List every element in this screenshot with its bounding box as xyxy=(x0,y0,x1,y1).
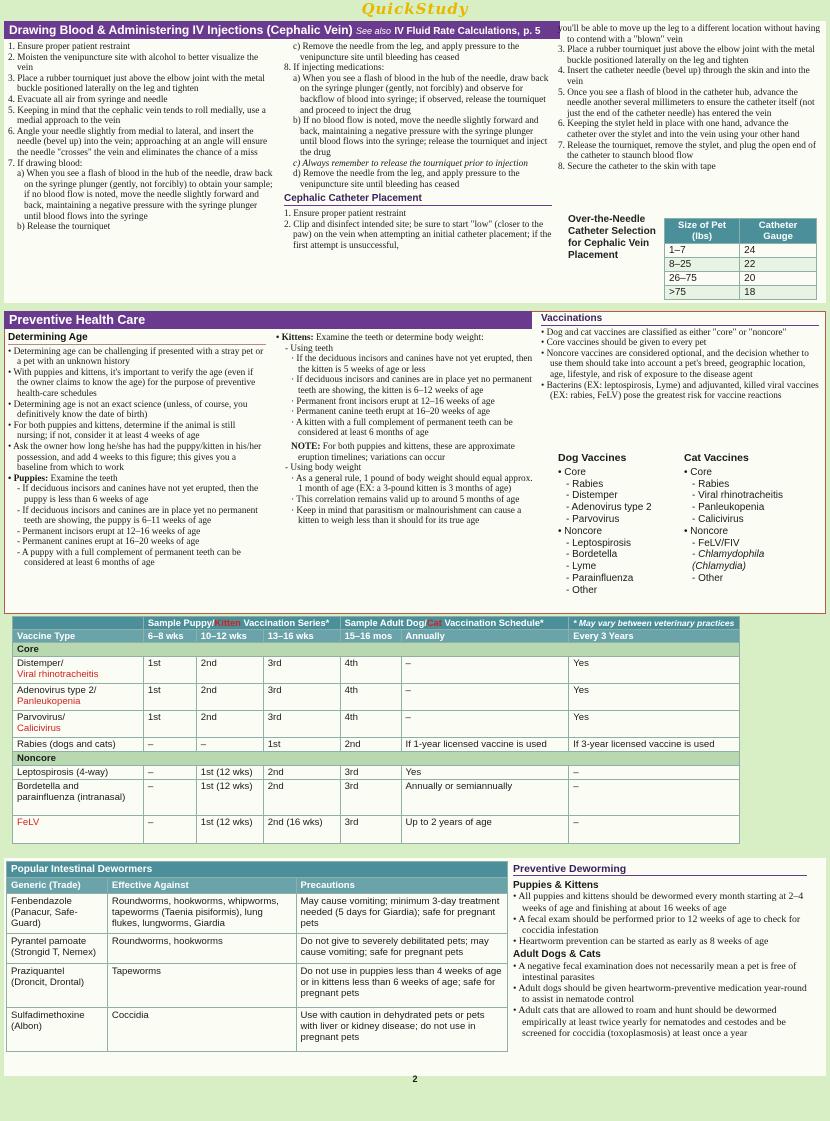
iv-title-text: Drawing Blood & Administering IV Injections (Cephalic Vein) xyxy=(9,23,353,37)
schedule-cell: 3rd xyxy=(340,780,401,816)
iv-column-3 xyxy=(558,24,820,172)
dewormer-effective: Roundworms, hookworms xyxy=(107,934,296,964)
schedule-note: * May vary between veterinary practices xyxy=(569,617,740,630)
gauge-header: Catheter Gauge xyxy=(740,219,817,244)
dewormer-precautions: Use with caution in dehydrated pets or pets with liver or kidney disease; do not use in pregnant pets xyxy=(296,1008,508,1052)
catheter-step: 6. Keeping the stylet held in place with one hand, advance the catheter over the stylet and into the vein using your other hand xyxy=(558,119,800,140)
schedule-cell: 1st xyxy=(143,684,196,711)
schedule-cell: 2nd xyxy=(340,738,401,752)
table-row xyxy=(7,1008,508,1052)
vaccine-item: - Bordetella xyxy=(566,549,618,561)
table-row xyxy=(13,766,740,780)
age-column xyxy=(8,333,266,569)
schedule-cell: 1st (12 wks) xyxy=(196,766,263,780)
vaccine-item: - Calicivirus xyxy=(692,513,744,525)
vacc-item: • Noncore vaccines are considered optional, and the decision whether to use them should take into account a pet's breed, geographic location, age, lifestyle, and risk of exposure to the disease agent xyxy=(541,348,809,380)
dewormers-table xyxy=(6,861,508,1052)
vacc-item: • Dog and cat vaccines are classified as either "core" or "noncore" xyxy=(541,327,787,338)
vaccine-item: - Leptospirosis xyxy=(566,537,632,549)
schedule-cell: 4th xyxy=(340,711,401,738)
schedule-cell: 3rd xyxy=(263,684,340,711)
schedule-cell: Yes xyxy=(569,711,740,738)
table-row xyxy=(665,272,817,286)
schedule-cell: 2nd xyxy=(263,766,340,780)
phc-section-title: Preventive Health Care xyxy=(4,311,532,329)
vacc-item: • Bacterins (EX: leptospirosis, Lyme) and adjuvanted, killed viral vaccines (EX: rabies, FeLV) pose the greatest risk for vaccine reactions xyxy=(541,380,819,402)
schedule-col: Annually xyxy=(401,630,569,643)
schedule-cell: Yes xyxy=(569,684,740,711)
age-item: • For both puppies and kittens, determine if the animal is still nursing; if not, consider it at least 4 weeks of age xyxy=(8,420,236,442)
dewormer-col: Precautions xyxy=(296,878,508,894)
puppy-item: - A puppy with a full complement of permanent teeth can be considered at least 6 months of age xyxy=(17,547,241,569)
iv-step: 7. If drawing blood: xyxy=(8,158,83,169)
weight-item: · This correlation remains valid up to around 5 months of age xyxy=(291,494,520,505)
kittens-column xyxy=(276,333,534,527)
teeth-item: · A kitten with a full complement of permanent teeth can be considered at least 6 months of age xyxy=(291,417,513,439)
table-row xyxy=(665,244,817,258)
vaccine-item: - Chlamydophila (Chlamydia) xyxy=(692,549,765,573)
vaccine-item: - Other xyxy=(692,572,724,584)
puppy-series-header: Sample Puppy/Kitten Vaccination Series* xyxy=(143,617,340,630)
vaccine-item: - Lyme xyxy=(566,561,597,573)
schedule-cell: 2nd xyxy=(263,780,340,816)
note-text: For both puppies and kittens, these are approximate eruption timelines; variations can occur xyxy=(298,441,515,463)
vaccine-item: - Distemper xyxy=(566,490,618,502)
schedule-cell: – xyxy=(569,766,740,780)
iv-substep: c) Remove the needle from the leg, and apply pressure to the venipuncture site until bleeding has ceased xyxy=(293,42,520,63)
schedule-cell: 4th xyxy=(340,684,401,711)
vaccinations-column xyxy=(541,314,819,402)
vaccine-item: - Other xyxy=(566,584,598,596)
vacc-item: • Core vaccines should be given to every pet xyxy=(541,338,707,349)
vaccine-name: FeLV xyxy=(13,816,144,844)
schedule-cell: 2nd (16 wks) xyxy=(263,816,340,844)
table-row xyxy=(7,894,508,934)
deworming-item: • Adult cats that are allowed to roam and hunt should be dewormed empirically at least twice yearly for nematodes and cestodes and be screened for coccidia (toxoplasmosis) at least once a year xyxy=(513,1005,786,1039)
noncore-group-row: Noncore xyxy=(13,752,740,766)
iv-column-1 xyxy=(8,42,274,233)
dewormers-title: Popular Intestinal Dewormers xyxy=(7,862,508,878)
catheter-title: Cephalic Catheter Placement xyxy=(284,194,552,206)
weight-item: · Keep in mind that parasitism or malnourishment can cause a kitten to weigh less than it should for its true age xyxy=(291,505,522,527)
dewormers-title-row xyxy=(7,862,508,878)
gauge-value: 22 xyxy=(740,258,817,272)
deworming-item: • All puppies and kittens should be dewormed every month starting at 2–4 weeks of age and finishing at about 16 weeks of age xyxy=(513,891,804,914)
age-title: Determining Age xyxy=(8,333,266,345)
table-row xyxy=(13,711,740,738)
dewormer-effective: Coccidia xyxy=(107,1008,296,1052)
schedule-cell: – xyxy=(569,780,740,816)
iv-step: 2. Moisten the venipuncture site with alcohol to better visualize the vein xyxy=(8,52,259,74)
puppy-item: - Permanent canines erupt at 16–20 weeks of age xyxy=(17,537,200,548)
teeth-item: · Permanent canine teeth erupt at 16–20 weeks of age xyxy=(291,407,491,418)
gauge-value: 24 xyxy=(740,244,817,258)
schedule-cell: 3rd xyxy=(263,657,340,684)
vaccine-item: - Parvovirus xyxy=(566,513,620,525)
cat-vaccines xyxy=(684,453,820,585)
kittens-text: Examine the teeth or determine body weight: xyxy=(315,333,484,343)
gauge-size: 1–7 xyxy=(665,244,740,258)
gauge-header: Size of Pet (lbs) xyxy=(665,219,740,244)
iv-substep: a) When you see a flash of blood in the hub of the needle, draw back on the syringe plunger (gently, not forcibly) to obtain your sample; if no blood flow is noted, move the needle slightly forward and back, maintaining a negative pressure with the syringe plunger until blood flows into the syringe xyxy=(17,169,273,222)
vaccine-name: Rabies (dogs and cats) xyxy=(13,738,144,752)
dog-vaccines xyxy=(558,453,680,597)
vaccine-item: - Adenovirus type 2 xyxy=(566,502,652,514)
age-item: • With puppies and kittens, it's important to verify the age (even if the owner claims to know the age) for the purpose of preventive health-care schedules xyxy=(8,367,256,399)
adult-title: Adult Dogs & Cats xyxy=(513,949,601,961)
schedule-cell: 1st xyxy=(143,711,196,738)
vaccine-item: - Parainfluenza xyxy=(566,572,634,584)
table-row xyxy=(13,780,740,816)
vaccine-item: - Rabies xyxy=(692,478,730,490)
schedule-cell: – xyxy=(143,766,196,780)
iv-step: 1. Ensure proper patient restraint xyxy=(8,42,131,52)
cat-noncore: • Noncore xyxy=(684,525,729,537)
schedule-col: 6–8 wks xyxy=(143,630,196,643)
cat-vaccines-title: Cat Vaccines xyxy=(684,452,749,464)
gauge-size: 8–25 xyxy=(665,258,740,272)
schedule-col: 15–16 mos xyxy=(340,630,401,643)
vaccine-name: Adenovirus type 2/ Panleukopenia xyxy=(13,684,144,711)
catheter-step: 1. Ensure proper patient restraint xyxy=(284,208,407,219)
schedule-group-header-row xyxy=(13,617,740,630)
vaccine-item: - Viral rhinotracheitis xyxy=(692,490,783,502)
iv-column-2 xyxy=(284,42,552,251)
gauge-caption: Over-the-Needle Catheter Selection for Cephalic Vein Placement xyxy=(568,214,656,261)
teeth-item: · Permanent front incisors erupt at 12–16 weeks of age xyxy=(291,396,495,407)
deworming-item: • Heartworm prevention can be started as early as 8 weeks of age xyxy=(513,936,769,948)
brand-logo: QuickStudy xyxy=(361,0,469,18)
catheter-step-cont: you'll be able to move up the leg to a different location without having to contend with a "blown" vein xyxy=(558,24,821,45)
schedule-cell: 1st (12 wks) xyxy=(196,816,263,844)
weight-label: - Using body weight xyxy=(285,463,362,474)
dewormer-generic: Fenbendazole (Panacur, Safe-Guard) xyxy=(7,894,108,934)
schedule-cell: 2nd xyxy=(196,684,263,711)
dog-core: • Core xyxy=(558,466,586,478)
teeth-label: - Using teeth xyxy=(285,343,334,354)
puppies-lead: • Puppies: xyxy=(8,473,49,484)
table-row xyxy=(7,964,508,1008)
iv-see-ref: IV Fluid Rate Calculations, xyxy=(394,26,520,37)
table-row xyxy=(13,816,740,844)
dewormer-precautions: Do not give to severely debilitated pets; may cause vomiting; safe for pregnant pets xyxy=(296,934,508,964)
age-item: • Determining age is not an exact science (unless, of course, you definitively know the date of birth) xyxy=(8,399,248,421)
schedule-cell: – xyxy=(143,780,196,816)
iv-section-title xyxy=(4,21,560,39)
iv-substep: b) If no blood flow is noted, move the needle slightly forward and back, maintaining a negative pressure with the syringe plunger until blood flows into the syringe; release the tourniquet and inject the drug xyxy=(293,116,548,158)
dewormers-column-row xyxy=(7,878,508,894)
adult-schedule-header: Sample Adult Dog/Cat Vaccination Schedule* xyxy=(340,617,569,630)
iv-step: 5. Keeping in mind that the cephalic vein tends to roll medially, use a medial approach to the vein xyxy=(8,105,266,127)
preventive-deworming xyxy=(513,864,807,1039)
iv-see-prefix: See also xyxy=(355,26,391,36)
schedule-cell: Up to 2 years of age xyxy=(401,816,569,844)
note-lead: NOTE: xyxy=(291,441,321,452)
table-row xyxy=(13,657,740,684)
iv-substep: b) Release the tourniquet xyxy=(17,222,111,233)
schedule-cell: 3rd xyxy=(263,711,340,738)
puppies-text: Examine the teeth xyxy=(50,473,118,484)
core-group-row: Core xyxy=(13,643,740,657)
vaccine-item: - Panleukopenia xyxy=(692,502,765,514)
vaccine-item: - FeLV/FIV xyxy=(692,537,740,549)
iv-step: 6. Angle your needle slightly from medial to lateral, and insert the needle (bevel up) into the vein; approaching at an angle will ensure the needle "crosses" the vein and eliminates the chance of a miss xyxy=(8,126,268,158)
iv-see-page: p. 5 xyxy=(523,26,541,37)
vaccine-item: - Rabies xyxy=(566,478,604,490)
vaccine-name: Distemper/ Viral rhinotracheitis xyxy=(13,657,144,684)
schedule-cell: – xyxy=(143,738,196,752)
iv-substep: a) When you see a flash of blood in the hub of the needle, draw back on the syringe plunger (gently, not forcibly) and observe for backflow of blood into syringe; if observed, release the tourniquet and proceed to inject the drug xyxy=(293,73,549,116)
pk-title: Puppies & Kittens xyxy=(513,880,599,892)
age-item: • Ask the owner how long he/she has had the puppy/kitten in his/her possession, and add 4 weeks to this figure; this gives you a baseline from which to work xyxy=(8,441,262,474)
dewormer-precautions: May cause vomiting; minimum 3-day treatment needed (5 days for Giardia); safe for pregnant pets xyxy=(296,894,508,934)
deworming-item: • Adult dogs should be given heartworm-preventive medication year-round to assist in nematode control xyxy=(513,983,807,1006)
schedule-cell: 4th xyxy=(340,657,401,684)
deworming-item: • A fecal exam should be performed prior to 12 weeks of age to check for coccidia infestation xyxy=(513,913,801,937)
table-row xyxy=(7,934,508,964)
dog-noncore: • Noncore xyxy=(558,525,603,537)
schedule-cell: – xyxy=(569,816,740,844)
iv-substep: d) Remove the needle from the leg, and apply pressure to the venipuncture site until bleeding has ceased xyxy=(293,169,520,190)
schedule-cell: 2nd xyxy=(196,657,263,684)
dog-vaccines-title: Dog Vaccines xyxy=(558,452,627,464)
catheter-step: 4. Insert the catheter needle (bevel up) through the skin and into the vein xyxy=(558,66,810,87)
dewormer-generic: Sulfadimethoxine (Albon) xyxy=(7,1008,108,1052)
vaccine-name: Leptospirosis (4-way) xyxy=(13,766,144,780)
schedule-col: Vaccine Type xyxy=(13,630,144,643)
vaccine-name: Parvovirus/ Calicivirus xyxy=(13,711,144,738)
catheter-gauge-table xyxy=(664,218,817,300)
puppy-item: - If deciduous incisors and canines are in place yet no permanent teeth are showing, the puppy is 6–11 weeks of age xyxy=(17,505,258,527)
schedule-col: 10–12 wks xyxy=(196,630,263,643)
iv-substep: c) Always remember to release the tourniquet prior to injection xyxy=(293,158,528,169)
schedule-column-row xyxy=(13,630,740,643)
schedule-cell: 1st xyxy=(263,738,340,752)
deworming-title: Preventive Deworming xyxy=(513,864,807,876)
gauge-value: 18 xyxy=(740,286,817,300)
teeth-item: · If deciduous incisors and canines are in place yet no permanent teeth are showing, the kitten is 6–12 weeks of age xyxy=(291,375,532,396)
table-row xyxy=(13,684,740,711)
weight-item: · As a general rule, 1 pound of body weight should equal approx. 1 month of age (EX: a 3-pound kitten is 3 months of age) xyxy=(291,473,533,495)
puppy-item: - If deciduous incisors and canines have not yet erupted, then the puppy is less than 6 weeks of age xyxy=(17,484,259,505)
dewormer-generic: Praziquantel (Droncit, Drontal) xyxy=(7,964,108,1008)
schedule-cell: Yes xyxy=(401,766,569,780)
dewormer-col: Effective Against xyxy=(107,878,296,894)
iv-step: 8. If injecting medications: xyxy=(284,63,385,74)
dewormer-effective: Roundworms, hookworms, whipworms, tapeworms (Taenia pisiformis), lung flukes, lungworms, Giardia xyxy=(107,894,296,934)
schedule-col: Every 3 Years xyxy=(569,630,740,643)
dewormer-precautions: Do not use in puppies less than 4 weeks of age or in kittens less than 6 weeks of age; safe for pregnant pets xyxy=(296,964,508,1008)
catheter-step: 7. Release the tourniquet, remove the stylet, and plug the open end of the catheter to staunch blood flow xyxy=(558,140,816,162)
age-item: • Determining age can be challenging if presented with a stray pet or a pet with an unknown history xyxy=(8,346,264,368)
schedule-cell: 2nd xyxy=(196,711,263,738)
schedule-cell: – xyxy=(143,816,196,844)
schedule-cell: Annually or semiannually xyxy=(401,780,569,816)
kittens-lead: • Kittens: xyxy=(276,333,314,343)
schedule-cell: 3rd xyxy=(340,816,401,844)
dewormer-effective: Tapeworms xyxy=(107,964,296,1008)
cat-core: • Core xyxy=(684,466,712,478)
iv-step: 3. Place a rubber tourniquet just above the elbow joint with the metal buckle positioned laterally on the leg and tighten xyxy=(8,73,265,95)
vaccine-name: Bordetella and parainfluenza (intranasal) xyxy=(13,780,144,816)
catheter-step: 8. Secure the catheter to the skin with tape xyxy=(558,161,716,172)
dewormer-col: Generic (Trade) xyxy=(7,878,108,894)
gauge-header-row xyxy=(665,219,817,244)
schedule-cell: 1st xyxy=(143,657,196,684)
schedule-cell: If 1-year licensed vaccine is used xyxy=(401,738,569,752)
schedule-cell: – xyxy=(401,711,569,738)
table-row xyxy=(13,738,740,752)
schedule-cell: 3rd xyxy=(340,766,401,780)
schedule-cell: Yes xyxy=(569,657,740,684)
schedule-col: 13–16 wks xyxy=(263,630,340,643)
catheter-step: 3. Place a rubber tourniquet just above the elbow joint with the metal buckle positioned laterally on the leg and tighten xyxy=(558,45,815,66)
schedule-cell: – xyxy=(401,657,569,684)
schedule-cell: If 3-year licensed vaccine is used xyxy=(569,738,740,752)
deworming-item: • A negative fecal examination does not necessarily mean a pet is free of intestinal parasites xyxy=(513,960,797,983)
schedule-cell: 1st (12 wks) xyxy=(196,780,263,816)
gauge-size: >75 xyxy=(665,286,740,300)
catheter-step: 5. Once you see a flash of blood in the catheter hub, advance the needle another several millimeters to ensure the catheter itself (not just the end of the catheter needle) has entered the vein xyxy=(558,87,815,119)
schedule-cell: – xyxy=(196,738,263,752)
dewormer-generic: Pyrantel pamoate (Strongid T, Nemex) xyxy=(7,934,108,964)
schedule-cell: – xyxy=(401,684,569,711)
iv-step: 4. Evacuate all air from syringe and needle xyxy=(8,94,168,105)
vaccinations-title: Vaccinations xyxy=(541,314,819,326)
page-number: 2 xyxy=(412,1074,418,1084)
catheter-step: 2. Clip and disinfect intended site; be sure to start "low" (closer to the paw) on the vein when attempting an initial catheter placement; if the first attempt is unsuccessful, xyxy=(284,219,552,251)
table-row xyxy=(665,286,817,300)
table-row xyxy=(665,258,817,272)
gauge-size: 26–75 xyxy=(665,272,740,286)
puppy-item: - Permanent incisors erupt at 12–16 weeks of age xyxy=(17,526,201,537)
vaccination-schedule-table xyxy=(12,616,740,844)
gauge-value: 20 xyxy=(740,272,817,286)
teeth-item: · If the deciduous incisors and canines have not yet erupted, then the kitten is 5 weeks of age or less xyxy=(291,354,533,375)
